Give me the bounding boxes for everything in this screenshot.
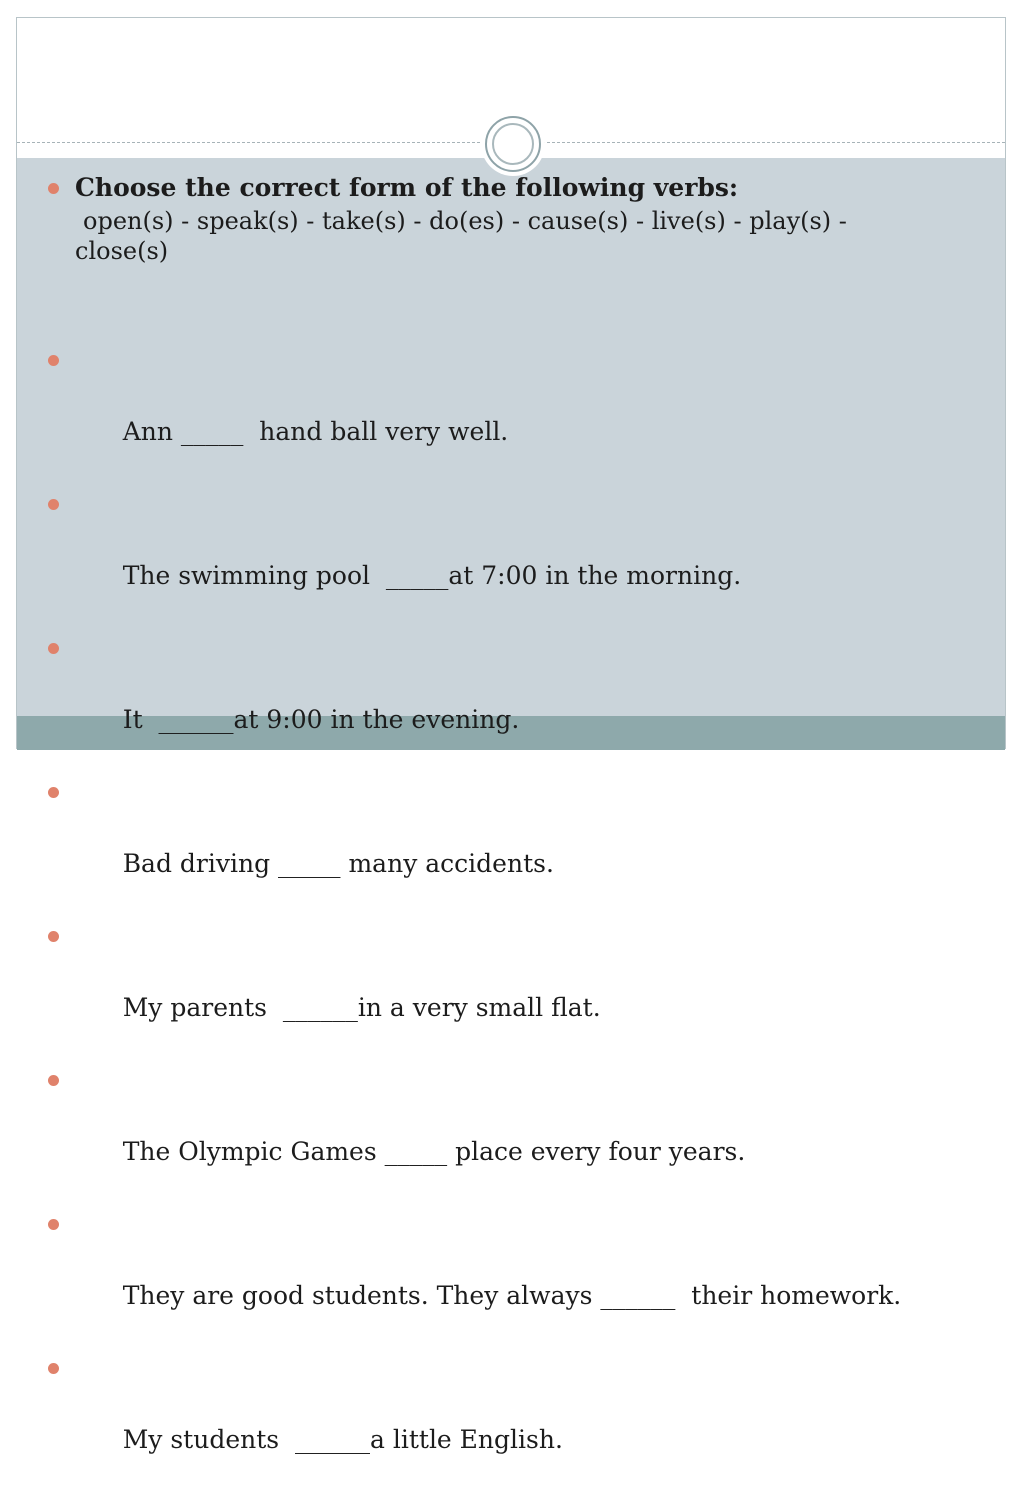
bullet-icon bbox=[48, 931, 59, 942]
sentence-5 bbox=[47, 918, 947, 1062]
verb-list bbox=[47, 206, 947, 266]
sentence-text: They are good students. They always ______ their homework. bbox=[122, 1281, 902, 1310]
sentence-1 bbox=[47, 342, 947, 486]
sentence-8 bbox=[47, 1350, 947, 1494]
bullet-icon bbox=[48, 1363, 59, 1374]
bullet-icon bbox=[48, 499, 59, 510]
sentence-text: My students ______a little English. bbox=[122, 1425, 563, 1454]
bullet-icon bbox=[48, 355, 59, 366]
sentence-text: The swimming pool _____at 7:00 in the morning. bbox=[122, 561, 742, 590]
slide bbox=[16, 17, 1006, 1454]
exercise-instruction bbox=[47, 170, 947, 206]
divider-circle-inner-icon bbox=[492, 123, 534, 165]
bullet-icon bbox=[48, 787, 59, 798]
sentence-6 bbox=[47, 1062, 947, 1206]
bullet-icon bbox=[48, 643, 59, 654]
sentence-text: Bad driving _____ many accidents. bbox=[122, 849, 554, 878]
bullet-icon bbox=[48, 183, 59, 194]
sentence-text: My parents ______in a very small flat. bbox=[122, 993, 601, 1022]
slide-body bbox=[47, 170, 947, 1494]
sentence-3 bbox=[47, 630, 947, 774]
bullet-icon bbox=[48, 1219, 59, 1230]
instruction-text: Choose the correct form of the following verbs: bbox=[75, 173, 739, 202]
sentence-text: The Olympic Games _____ place every four years. bbox=[122, 1137, 746, 1166]
sentence-7 bbox=[47, 1206, 947, 1350]
verb-list-text: open(s) - speak(s) - take(s) - do(es) - cause(s) - live(s) - play(s) - close(s) bbox=[75, 207, 847, 265]
sentence-text: It ______at 9:00 in the evening. bbox=[122, 705, 520, 734]
bullet-icon bbox=[48, 1075, 59, 1086]
sentence-4 bbox=[47, 774, 947, 918]
sentence-text: Ann _____ hand ball very well. bbox=[122, 417, 509, 446]
sentence-2 bbox=[47, 486, 947, 630]
